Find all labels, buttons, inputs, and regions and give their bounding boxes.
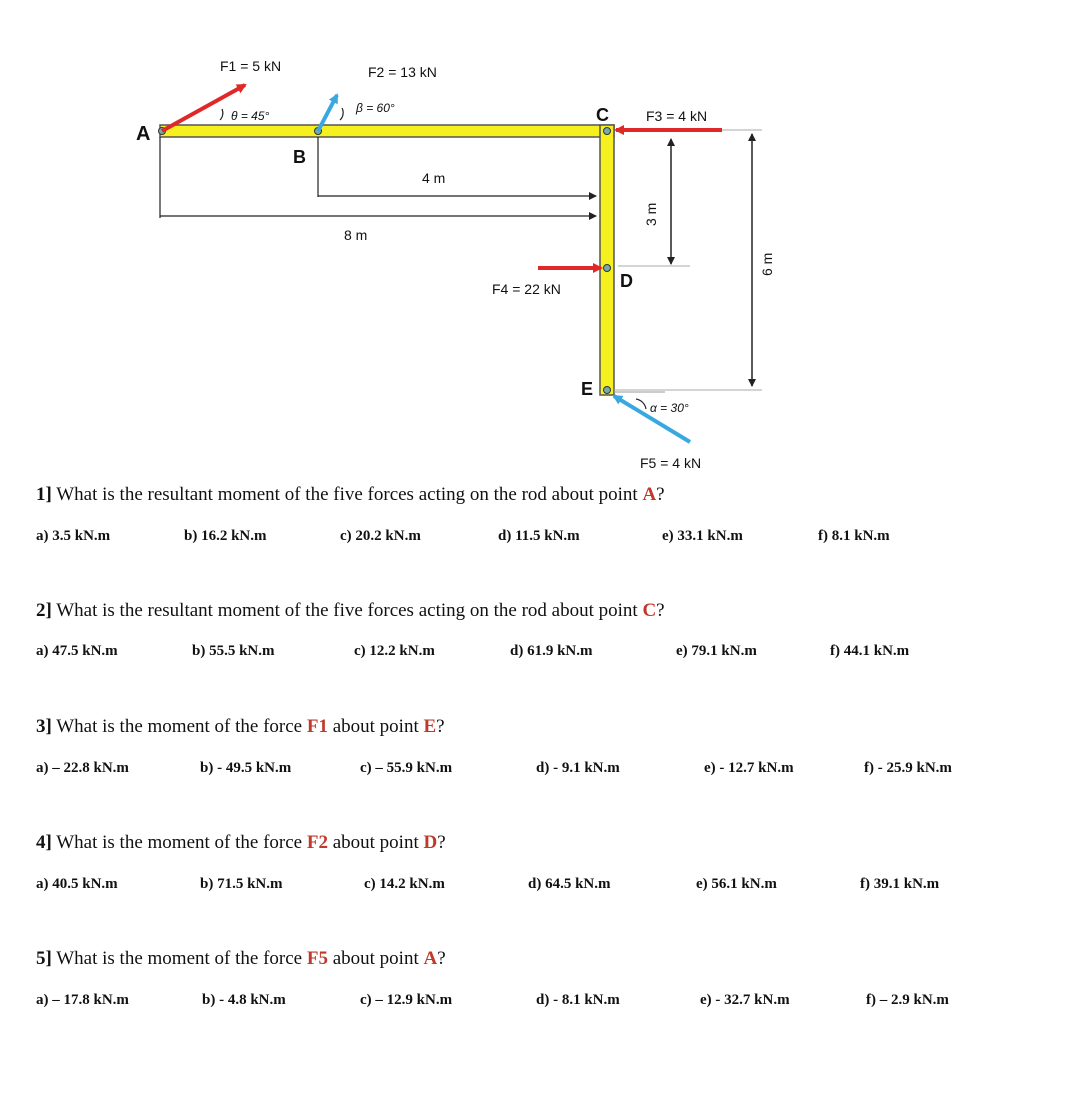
question-1-number: 1]	[36, 484, 52, 505]
question-1-option-f[interactable]: f) 8.1 kN.m	[818, 528, 890, 544]
question-5-end: ?	[437, 948, 446, 969]
question-1-text: What is the resultant moment of the five forces acting on the rod about point	[51, 484, 643, 505]
question-4-end: ?	[437, 832, 446, 853]
question-3	[36, 716, 445, 738]
question-2-number: 2]	[36, 600, 52, 621]
question-4	[36, 832, 446, 854]
force-f4-label: F4 = 22 kN	[492, 281, 561, 297]
question-1-option-d[interactable]: d) 11.5 kN.m	[498, 528, 580, 544]
angle-theta-label: θ = 45°	[231, 109, 270, 123]
question-5-text: What is the moment of the force	[51, 948, 307, 969]
question-3-option-e[interactable]: e) - 12.7 kN.m	[704, 760, 794, 776]
angle-beta-arc	[340, 108, 343, 120]
question-3-option-d[interactable]: d) - 9.1 kN.m	[536, 760, 620, 776]
label-point-a: A	[136, 123, 151, 145]
question-3-force: F1	[306, 716, 328, 737]
question-5-option-a[interactable]: a) – 17.8 kN.m	[36, 992, 129, 1008]
question-5	[36, 948, 446, 970]
question-1-option-e[interactable]: e) 33.1 kN.m	[662, 528, 743, 544]
question-1-end: ?	[656, 484, 665, 505]
question-3-point: E	[423, 716, 437, 737]
force-f2-label: F2 = 13 kN	[368, 64, 437, 80]
dim-8m-label: 8 m	[344, 227, 368, 243]
force-f1-arrow	[162, 85, 245, 131]
question-2-point: C	[642, 600, 657, 621]
question-5-force: F5	[306, 948, 328, 969]
question-1-point: A	[642, 484, 657, 505]
force-f5-label: F5 = 4 kN	[640, 455, 702, 471]
question-5-mid: about point	[327, 948, 424, 969]
question-5-point: A	[423, 948, 438, 969]
question-4-point: D	[423, 832, 438, 853]
label-point-c: C	[596, 105, 609, 125]
question-2-text: What is the resultant moment of the five forces acting on the rod about point	[51, 600, 643, 621]
question-4-option-a[interactable]: a) 40.5 kN.m	[36, 876, 118, 892]
vertical-rod	[600, 125, 614, 395]
question-5-option-d[interactable]: d) - 8.1 kN.m	[536, 992, 620, 1008]
label-point-b: B	[293, 147, 306, 167]
question-3-end: ?	[436, 716, 445, 737]
question-4-option-c[interactable]: c) 14.2 kN.m	[364, 876, 445, 892]
label-point-e: E	[581, 379, 594, 399]
question-4-text: What is the moment of the force	[51, 832, 307, 853]
question-4-mid: about point	[327, 832, 424, 853]
joint-d	[604, 265, 611, 272]
force-f1-label: F1 = 5 kN	[220, 58, 282, 74]
horizontal-rod	[160, 125, 614, 137]
dim-4m-label: 4 m	[422, 170, 446, 186]
question-3-option-a[interactable]: a) – 22.8 kN.m	[36, 760, 129, 776]
dim-6m-label: 6 m	[759, 252, 775, 276]
force-f3-label: F3 = 4 kN	[646, 108, 708, 124]
angle-theta-arc	[220, 109, 223, 120]
question-4-option-d[interactable]: d) 64.5 kN.m	[528, 876, 611, 892]
question-2	[36, 600, 665, 622]
question-3-mid: about point	[327, 716, 424, 737]
question-3-option-c[interactable]: c) – 55.9 kN.m	[360, 760, 453, 776]
question-1-option-c[interactable]: c) 20.2 kN.m	[340, 528, 421, 544]
question-5-option-f[interactable]: f) – 2.9 kN.m	[866, 992, 949, 1008]
question-4-force: F2	[306, 832, 328, 853]
angle-alpha-label: α = 30°	[650, 401, 689, 415]
angle-alpha-arc	[636, 399, 646, 409]
question-4-option-f[interactable]: f) 39.1 kN.m	[860, 876, 940, 892]
question-2-end: ?	[656, 600, 665, 621]
question-1	[36, 484, 665, 506]
question-5-number: 5]	[36, 948, 52, 969]
question-2-option-c[interactable]: c) 12.2 kN.m	[354, 643, 435, 659]
question-3-option-b[interactable]: b) - 49.5 kN.m	[200, 760, 292, 776]
question-5-option-e[interactable]: e) - 32.7 kN.m	[700, 992, 790, 1008]
question-2-option-b[interactable]: b) 55.5 kN.m	[192, 643, 275, 659]
angle-beta-label: β = 60°	[356, 101, 395, 115]
question-2-option-e[interactable]: e) 79.1 kN.m	[676, 643, 757, 659]
question-1-option-b[interactable]: b) 16.2 kN.m	[184, 528, 267, 544]
label-point-d: D	[620, 271, 633, 291]
question-3-text: What is the moment of the force	[51, 716, 307, 737]
question-3-number: 3]	[36, 716, 52, 737]
question-2-option-a[interactable]: a) 47.5 kN.m	[36, 643, 118, 659]
joint-c	[604, 128, 611, 135]
question-4-number: 4]	[36, 832, 52, 853]
question-1-option-a[interactable]: a) 3.5 kN.m	[36, 528, 111, 544]
question-4-option-e[interactable]: e) 56.1 kN.m	[696, 876, 777, 892]
question-2-option-d[interactable]: d) 61.9 kN.m	[510, 643, 593, 659]
question-2-option-f[interactable]: f) 44.1 kN.m	[830, 643, 910, 659]
joint-e	[604, 387, 611, 394]
question-3-option-f[interactable]: f) - 25.9 kN.m	[864, 760, 952, 776]
dim-3m-label: 3 m	[643, 202, 659, 226]
question-5-option-b[interactable]: b) - 4.8 kN.m	[202, 992, 286, 1008]
rod-diagram	[0, 0, 1080, 480]
question-4-option-b[interactable]: b) 71.5 kN.m	[200, 876, 283, 892]
question-5-option-c[interactable]: c) – 12.9 kN.m	[360, 992, 453, 1008]
